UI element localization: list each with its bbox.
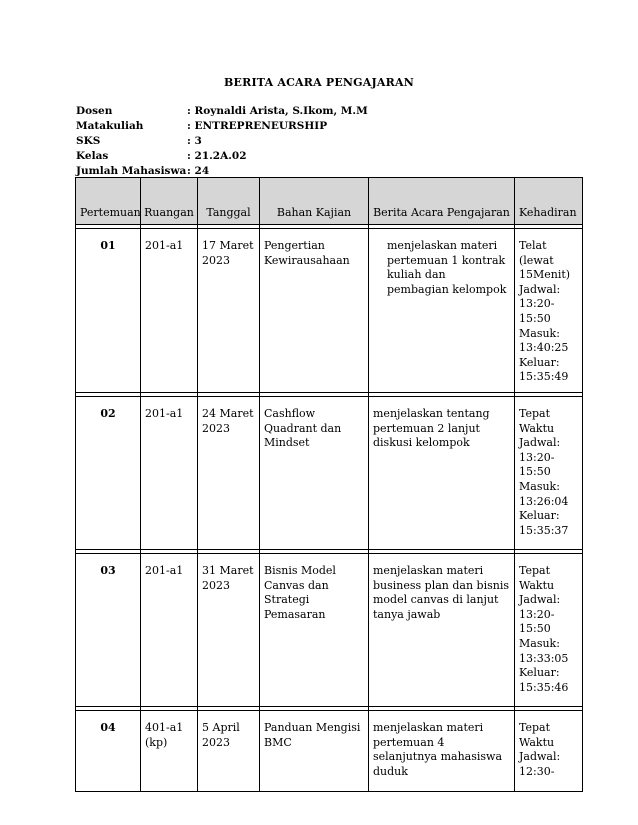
cell-kehadiran: Tepat Waktu Jadwal: 13:20-15:50 Masuk: 13:26:04 Keluar: 15:35:37: [515, 397, 583, 550]
cell-kehadiran: Tepat Waktu Jadwal: 12:30-: [515, 711, 583, 792]
column-header: Kehadiran: [515, 178, 583, 225]
column-header: Pertemuan: [76, 178, 141, 225]
cell-tanggal: 24 Maret 2023: [198, 397, 260, 550]
cell-ruangan: 201-a1: [141, 397, 198, 550]
meta-value: : ENTREPRENEURSHIP: [187, 120, 328, 132]
meta-label: Dosen: [76, 105, 113, 117]
cell-tanggal: 17 Maret 2023: [198, 229, 260, 393]
column-header: Tanggal: [198, 178, 260, 225]
cell-bahan-kajian: Pengertian Kewirausahaan: [260, 229, 369, 393]
meta-label: Kelas: [76, 150, 109, 162]
cell-berita-acara: menjelaskan materi pertemuan 4 selanjutnya mahasiswa duduk: [369, 711, 515, 792]
cell-bahan-kajian: Bisnis Model Canvas dan Strategi Pemasaran: [260, 554, 369, 707]
cell-ruangan: 201-a1: [141, 229, 198, 393]
cell-pertemuan: 01: [76, 229, 141, 393]
table-header-row: [76, 178, 583, 225]
cell-kehadiran: Tepat Waktu Jadwal: 13:20-15:50 Masuk: 13:33:05 Keluar: 15:35:46: [515, 554, 583, 707]
meta-label: Jumlah Mahasiswa: [76, 165, 187, 177]
meta-value: : Roynaldi Arista, S.Ikom, M.M: [187, 105, 368, 117]
cell-berita-acara: menjelaskan materi business plan dan bisnis model canvas di lanjut tanya jawab: [369, 554, 515, 707]
meta-value: : 21.2A.02: [187, 150, 247, 162]
cell-kehadiran: Telat (lewat 15Menit) Jadwal: 13:20-15:50 Masuk: 13:40:25 Keluar: 15:35:49: [515, 229, 583, 393]
cell-berita-acara: menjelaskan tentang pertemuan 2 lanjut diskusi kelompok: [369, 397, 515, 550]
cell-tanggal: 31 Maret 2023: [198, 554, 260, 707]
column-header: Berita Acara Pengajaran: [369, 178, 515, 225]
cell-ruangan: 401-a1 (kp): [141, 711, 198, 792]
cell-berita-acara: menjelaskan materi pertemuan 1 kontrak kuliah dan pembagian kelompok: [369, 229, 515, 393]
meta-value: : 3: [187, 135, 202, 147]
table-row: [76, 397, 583, 550]
column-header: Ruangan: [141, 178, 198, 225]
cell-pertemuan: 03: [76, 554, 141, 707]
cell-bahan-kajian: Cashflow Quadrant dan Mindset: [260, 397, 369, 550]
document-title: BERITA ACARA PENGAJARAN: [224, 76, 414, 89]
cell-ruangan: 201-a1: [141, 554, 198, 707]
cell-pertemuan: 04: [76, 711, 141, 792]
table-row: [76, 554, 583, 707]
table-row: [76, 711, 583, 792]
meta-label: SKS: [76, 135, 101, 147]
table-row: [76, 229, 583, 393]
meta-value: : 24: [187, 165, 210, 177]
column-header: Bahan Kajian: [260, 178, 369, 225]
attendance-table: [75, 177, 583, 792]
meta-label: Matakuliah: [76, 120, 144, 132]
cell-pertemuan: 02: [76, 397, 141, 550]
cell-tanggal: 5 April 2023: [198, 711, 260, 792]
cell-bahan-kajian: Panduan Mengisi BMC: [260, 711, 369, 792]
